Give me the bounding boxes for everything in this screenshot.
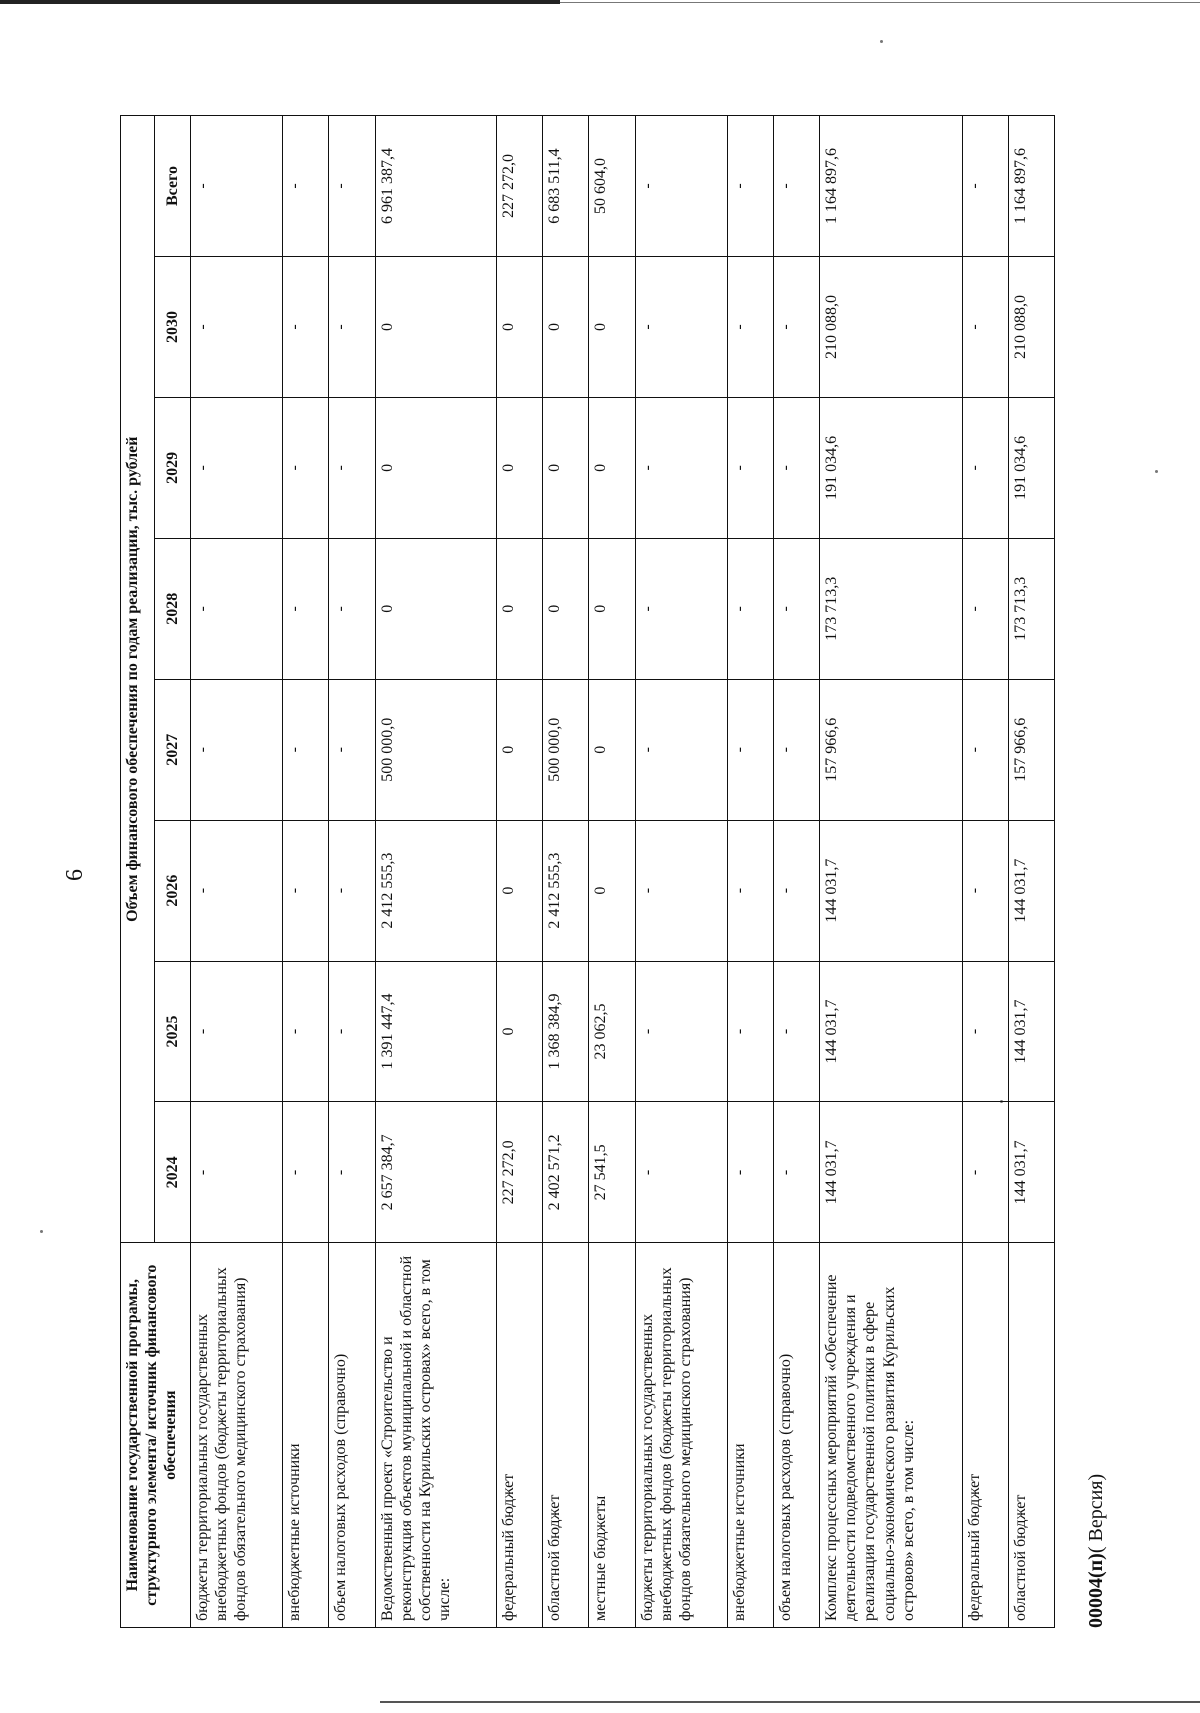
row-label: федеральный бюджет xyxy=(497,1243,543,1628)
row-year-value: 0 xyxy=(589,679,635,820)
table-row xyxy=(375,116,497,1628)
row-total-value: - xyxy=(635,116,727,257)
row-year-value: - xyxy=(727,961,773,1102)
row-year-value: - xyxy=(191,1102,283,1243)
row-year-value: 191 034,6 xyxy=(1008,397,1054,538)
row-year-value: 144 031,7 xyxy=(1008,820,1054,961)
row-year-value: - xyxy=(283,679,329,820)
row-year-value: 157 966,6 xyxy=(820,679,963,820)
row-year-value: - xyxy=(329,1102,375,1243)
header-name-column: Наименование государственной програмы, структурного элемента/ источник финансового обеспечения xyxy=(121,1243,191,1628)
table-row xyxy=(773,116,819,1628)
table-row xyxy=(820,116,963,1628)
row-year-value: 210 088,0 xyxy=(1008,257,1054,398)
row-year-value: - xyxy=(727,679,773,820)
row-year-value: - xyxy=(962,538,1008,679)
row-year-value: 0 xyxy=(589,397,635,538)
row-year-value: 0 xyxy=(375,257,497,398)
row-year-value: 1 391 447,4 xyxy=(375,961,497,1102)
table-row xyxy=(727,116,773,1628)
row-year-value: - xyxy=(727,1102,773,1243)
header-year: 2025 xyxy=(155,961,191,1102)
row-year-value: - xyxy=(283,538,329,679)
row-year-value: - xyxy=(773,397,819,538)
table-body xyxy=(191,116,1055,1628)
row-year-value: - xyxy=(329,679,375,820)
row-year-value: - xyxy=(329,538,375,679)
row-total-value: - xyxy=(773,116,819,257)
row-year-value: - xyxy=(635,820,727,961)
row-year-value: - xyxy=(283,820,329,961)
row-year-value: - xyxy=(773,820,819,961)
row-year-value: 0 xyxy=(497,820,543,961)
row-year-value: 0 xyxy=(497,679,543,820)
row-label: внебюджетные источники xyxy=(283,1243,329,1628)
header-year: 2024 xyxy=(155,1102,191,1243)
row-year-value: 0 xyxy=(589,538,635,679)
header-total: Всего xyxy=(155,116,191,257)
scan-bottom-border xyxy=(380,1701,1200,1703)
row-year-value: - xyxy=(191,820,283,961)
header-year: 2028 xyxy=(155,538,191,679)
table-row xyxy=(283,116,329,1628)
row-year-value: - xyxy=(635,1102,727,1243)
table-row xyxy=(635,116,727,1628)
scan-top-border-thin xyxy=(560,2,1200,3)
row-year-value: - xyxy=(191,397,283,538)
row-year-value: - xyxy=(727,257,773,398)
row-year-value: 227 272,0 xyxy=(497,1102,543,1243)
row-year-value: - xyxy=(283,961,329,1102)
row-total-value: - xyxy=(329,116,375,257)
row-year-value: 144 031,7 xyxy=(820,961,963,1102)
row-total-value: - xyxy=(727,116,773,257)
row-year-value: - xyxy=(727,820,773,961)
row-label: объем налоговых расходов (справочно) xyxy=(773,1243,819,1628)
row-year-value: - xyxy=(773,679,819,820)
row-year-value: - xyxy=(191,679,283,820)
row-year-value: - xyxy=(635,679,727,820)
row-year-value: - xyxy=(773,1102,819,1243)
row-year-value: - xyxy=(283,397,329,538)
row-year-value: 0 xyxy=(375,538,497,679)
row-year-value: - xyxy=(635,961,727,1102)
header-year: 2030 xyxy=(155,257,191,398)
row-year-value: 27 541,5 xyxy=(589,1102,635,1243)
row-year-value: - xyxy=(329,961,375,1102)
row-year-value: - xyxy=(962,679,1008,820)
row-total-value: - xyxy=(283,116,329,257)
row-year-value: - xyxy=(283,1102,329,1243)
row-year-value: - xyxy=(329,820,375,961)
row-year-value: 144 031,7 xyxy=(1008,961,1054,1102)
row-total-value: 1 164 897,6 xyxy=(820,116,963,257)
row-year-value: 23 062,5 xyxy=(589,961,635,1102)
row-year-value: 144 031,7 xyxy=(820,820,963,961)
row-year-value: 157 966,6 xyxy=(1008,679,1054,820)
row-label: федеральный бюджет xyxy=(962,1243,1008,1628)
row-year-value: - xyxy=(773,538,819,679)
row-year-value: 1 368 384,9 xyxy=(543,961,589,1102)
header-volume: Объем финансового обеспечения по годам реализации, тыс. рублей xyxy=(121,116,155,1243)
row-total-value: 1 164 897,6 xyxy=(1008,116,1054,257)
row-label: местные бюджеты xyxy=(589,1243,635,1628)
row-total-value: 50 604,0 xyxy=(589,116,635,257)
row-year-value: - xyxy=(635,397,727,538)
row-year-value: 191 034,6 xyxy=(820,397,963,538)
table-row xyxy=(191,116,283,1628)
row-year-value: 173 713,3 xyxy=(1008,538,1054,679)
row-year-value: 2 412 555,3 xyxy=(375,820,497,961)
row-year-value: - xyxy=(283,257,329,398)
row-year-value: 0 xyxy=(543,257,589,398)
row-year-value: 0 xyxy=(543,397,589,538)
row-year-value: 0 xyxy=(375,397,497,538)
scan-speck xyxy=(40,1230,43,1233)
row-year-value: 500 000,0 xyxy=(375,679,497,820)
document-code: 00004(п) xyxy=(1085,1553,1107,1628)
document-footer xyxy=(1085,1474,1108,1628)
row-year-value: 144 031,7 xyxy=(1008,1102,1054,1243)
row-year-value: 0 xyxy=(497,397,543,538)
row-year-value: - xyxy=(191,257,283,398)
row-year-value: 500 000,0 xyxy=(543,679,589,820)
table-row xyxy=(543,116,589,1628)
row-total-value: 6 683 511,4 xyxy=(543,116,589,257)
row-label: Ведомственный проект «Строительство и реконструкция объектов муниципальной и областной собственности на Курильских островах» всего, в том числе: xyxy=(375,1243,497,1628)
row-year-value: - xyxy=(635,257,727,398)
row-year-value: - xyxy=(329,257,375,398)
row-year-value: - xyxy=(962,820,1008,961)
header-year: 2026 xyxy=(155,820,191,961)
row-year-value: - xyxy=(635,538,727,679)
row-label: бюджеты территориальных государственных внебюджетных фондов (бюджеты территориальных фондов обязательного медицинского страхования) xyxy=(191,1243,283,1628)
row-year-value: - xyxy=(962,961,1008,1102)
row-year-value: 0 xyxy=(497,961,543,1102)
row-year-value: 173 713,3 xyxy=(820,538,963,679)
row-year-value: - xyxy=(773,961,819,1102)
row-label: внебюджетные источники xyxy=(727,1243,773,1628)
row-year-value: - xyxy=(191,538,283,679)
row-year-value: 0 xyxy=(589,820,635,961)
row-year-value: - xyxy=(962,1102,1008,1243)
row-year-value: - xyxy=(962,397,1008,538)
row-total-value: 6 961 387,4 xyxy=(375,116,497,257)
table-row xyxy=(962,116,1008,1628)
table-row xyxy=(329,116,375,1628)
row-year-value: 2 657 384,7 xyxy=(375,1102,497,1243)
row-total-value: - xyxy=(962,116,1008,257)
row-year-value: - xyxy=(727,397,773,538)
row-year-value: - xyxy=(773,257,819,398)
row-year-value: - xyxy=(191,961,283,1102)
row-year-value: 0 xyxy=(589,257,635,398)
row-year-value: - xyxy=(962,257,1008,398)
table-row xyxy=(589,116,635,1628)
header-year: 2027 xyxy=(155,679,191,820)
rotated-page-content xyxy=(120,15,1170,1628)
row-label: бюджеты территориальных государственных внебюджетных фондов (бюджеты территориальных фондов обязательного медицинского страхования) xyxy=(635,1243,727,1628)
row-year-value: 0 xyxy=(497,257,543,398)
table-row xyxy=(497,116,543,1628)
scan-top-border xyxy=(0,0,560,4)
row-label: областной бюджет xyxy=(543,1243,589,1628)
row-total-value: 227 272,0 xyxy=(497,116,543,257)
row-label: областной бюджет xyxy=(1008,1243,1054,1628)
financing-table xyxy=(120,115,1055,1628)
row-year-value: 2 412 555,3 xyxy=(543,820,589,961)
row-year-value: 0 xyxy=(543,538,589,679)
header-year: 2029 xyxy=(155,397,191,538)
row-year-value: 144 031,7 xyxy=(820,1102,963,1243)
table-row xyxy=(1008,116,1054,1628)
row-label: Комплекс процессных мероприятий «Обеспечение деятельности подведомственного учреждения и реализация государственной политики в сфере социально-экономического развития Курильских островов» всего, в том числе: xyxy=(820,1243,963,1628)
row-year-value: 2 402 571,2 xyxy=(543,1102,589,1243)
row-year-value: 210 088,0 xyxy=(820,257,963,398)
document-version: ( Версия) xyxy=(1085,1473,1107,1554)
row-year-value: - xyxy=(329,397,375,538)
row-year-value: - xyxy=(727,538,773,679)
row-label: объем налоговых расходов (справочно) xyxy=(329,1243,375,1628)
row-total-value: - xyxy=(191,116,283,257)
page-number: 6 xyxy=(62,869,88,881)
row-year-value: 0 xyxy=(497,538,543,679)
